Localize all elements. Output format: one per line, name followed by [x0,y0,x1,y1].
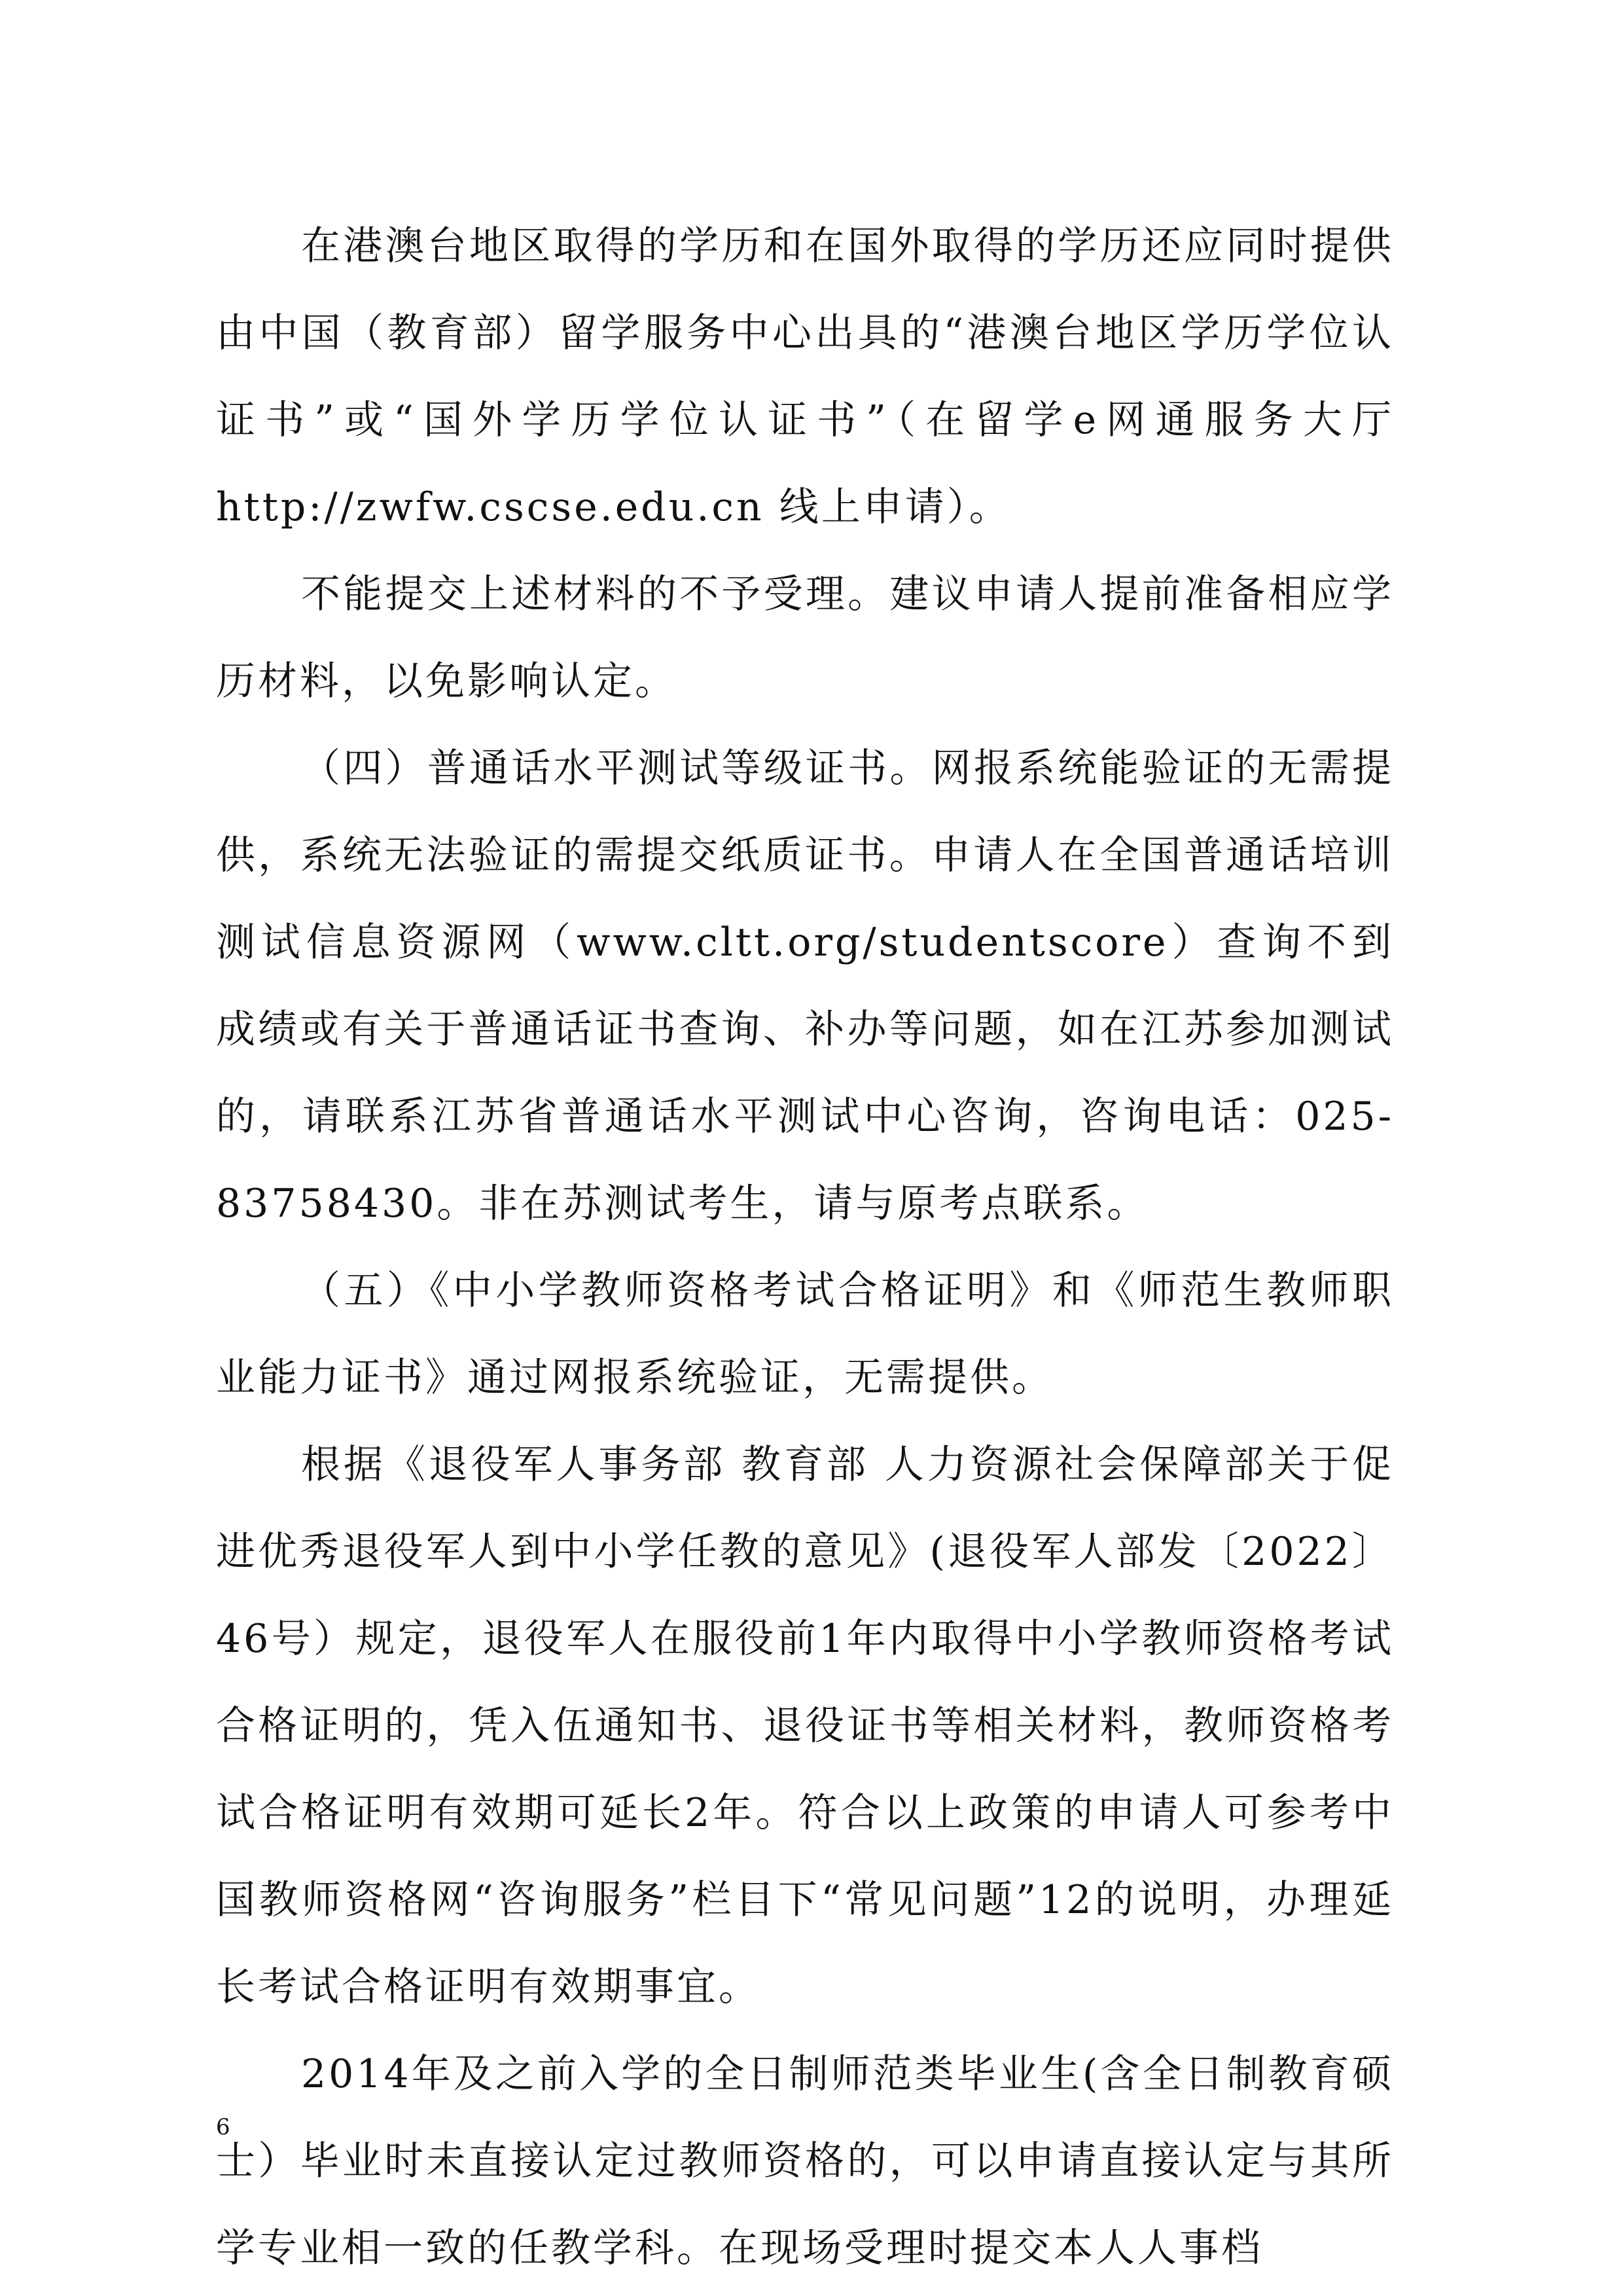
paragraph-overseas-degree-certification: 在港澳台地区取得的学历和在国外取得的学历还应同时提供由中国（教育部）留学服务中心出具的“港澳台地区学历学位认证书”或“国外学历学位认证书”（在留学e网通服务大厅 http://zwfw.cscse.edu.cn 线上申请）。 [216,223,1394,530]
paragraph-normal-graduates: 2014年及之前入学的全日制师范类毕业生(含全日制教育硕士）毕业时未直接认定过教师资格的，可以申请直接认定与其所学专业相一致的任教学科。在现场受理时提交本人人事档 [216,2051,1394,2271]
paragraph-exam-certificate: （五）《中小学教师资格考试合格证明》和《师范生教师职业能力证书》通过网报系统验证，无需提供。 [216,1268,1394,1401]
paragraph-not-accepted-notice: 不能提交上述材料的不予受理。建议申请人提前准备相应学历材料，以免影响认定。 [216,571,1394,704]
document-body [216,203,1394,2292]
page-number: 6 [216,2114,230,2140]
paragraph-mandarin-certificate: （四）普通话水平测试等级证书。网报系统能验证的无需提供，系统无法验证的需提交纸质证书。申请人在全国普通话培训测试信息资源网（www.cltt.org/studentscore）查询不到成绩或有关于普通话证书查询、补办等问题，如在江苏参加测试的，请联系江苏省普通话水平测试中心咨询，咨询电话：025-83758430。非在苏测试考生，请与原考点联系。 [216,745,1394,1227]
paragraph-veteran-policy: 根据《退役军人事务部 教育部 人力资源社会保障部关于促进优秀退役军人到中小学任教的意见》(退役军人部发〔2022〕46号）规定，退役军人在服役前1年内取得中小学教师资格考试合格证明的，凭入伍通知书、退役证书等相关材料，教师资格考试合格证明有效期可延长2年。符合以上政策的申请人可参考中国教师资格网“咨询服务”栏目下“常见问题”12的说明，办理延长考试合格证明有效期事宜。 [216,1442,1394,2010]
